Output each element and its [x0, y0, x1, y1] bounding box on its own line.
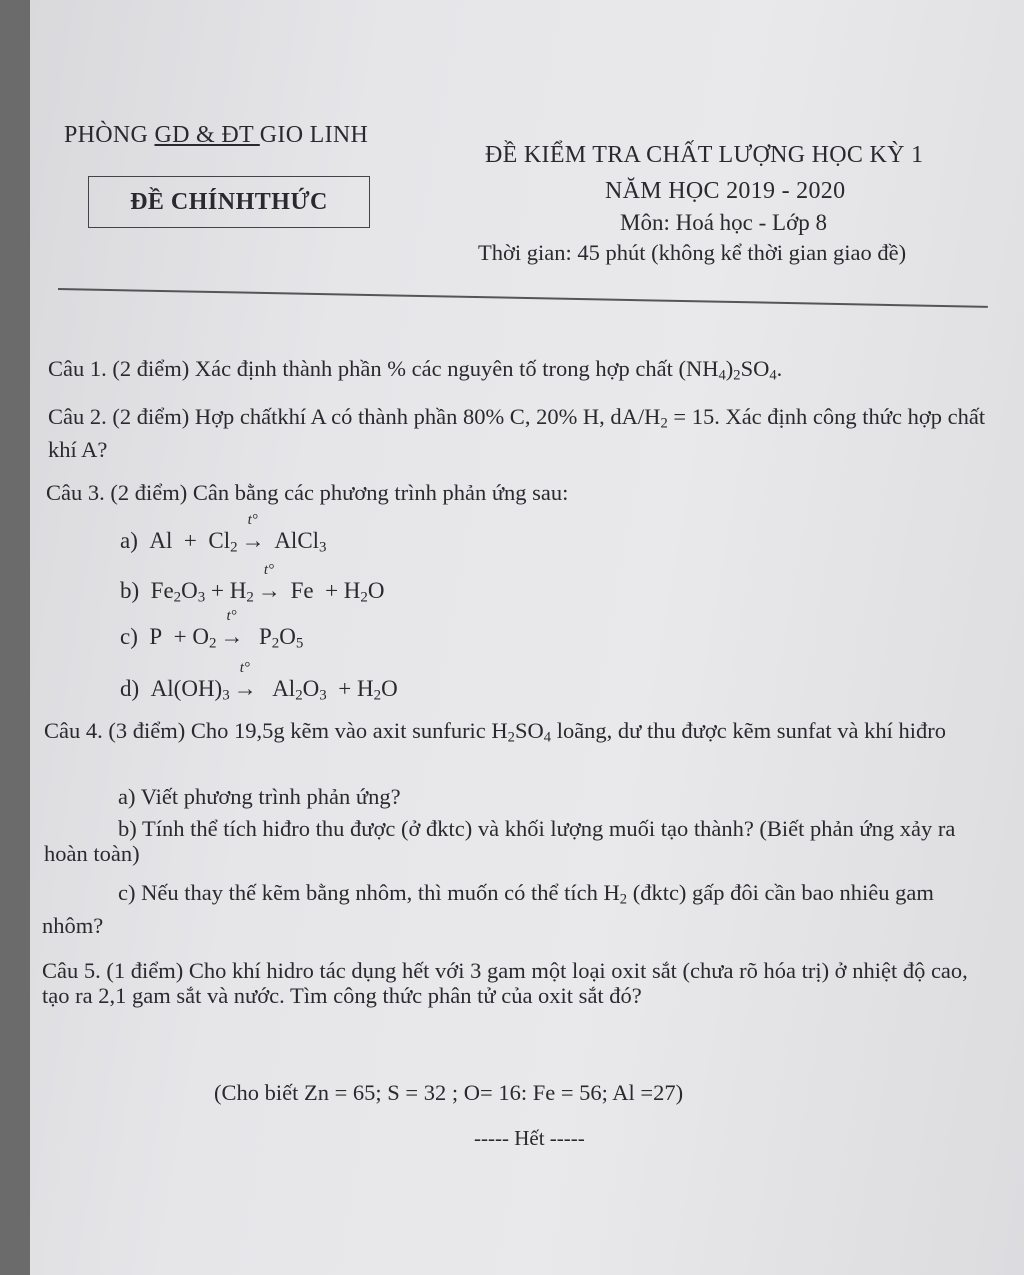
question-1: Câu 1. (2 điểm) Xác định thành phần % các nguyên tố trong hợp chất $(NH_4)_2SO_4$.	[48, 356, 783, 384]
school-year: NĂM HỌC 2019 - 2020	[605, 178, 846, 204]
official-label: ĐỀ CHÍNHTHỨC	[130, 188, 328, 215]
department-name: PHÒNG GD & ĐT GIO LINH	[64, 122, 369, 148]
header-divider	[58, 288, 988, 307]
reaction-arrow-icon: t° →	[233, 660, 257, 701]
question-2: Câu 2. (2 điểm) Hợp chấtkhí A có thành phần 80% C, 20% H, $dA/H_2 = 15$. Xác định công thức hợp chất khí A?	[48, 404, 986, 462]
department-underlined: GD & ĐT	[154, 122, 260, 148]
subject-line: Môn: Hoá học - Lớp 8	[620, 210, 827, 235]
reaction-arrow-icon: t° →	[220, 608, 244, 649]
question-4-intro: Câu 4. (3 điểm) Cho 19,5g kẽm vào axit sunfuric $H_2SO_4$ loãng, dư thu được kẽm sunfat và khí hiđro	[44, 718, 947, 746]
question-4a: a) Viết phương trình phản ứng?	[118, 784, 401, 809]
atomic-mass-note: (Cho biết Zn = 65; S = 32 ; O= 16: Fe = 56; Al =27)	[214, 1080, 684, 1105]
equation-a: a) $Al + Cl_2$ t° → AlCl$_3$	[120, 512, 327, 556]
exam-title: ĐỀ KIỂM TRA CHẤT LƯỢNG HỌC KỲ 1	[485, 142, 924, 168]
equation-b: b) $Fe_2O_3 + H_2$ t° → $Fe + H_2O$	[120, 562, 385, 606]
reaction-arrow-icon: t° →	[241, 512, 265, 553]
exam-sheet	[30, 0, 1024, 1275]
equation-d: d) $Al(OH)_3$ t° → $Al_2O_3 + H_2O$	[120, 660, 398, 704]
equation-c: c) $P + O_2$ t° → $P_2O_5$	[120, 608, 304, 652]
end-marker: ----- Hết -----	[474, 1126, 585, 1150]
question-4b: b) Tính thể tích hiđro thu được (ở đktc) và khối lượng muối tạo thành? (Biết phản ứng xảy ra hoàn toàn)	[44, 816, 956, 866]
question-5: Câu 5. (1 điểm) Cho khí hidro tác dụng hết với 3 gam một loại oxit sắt (chưa rõ hóa trị) ở nhiệt độ cao, tạo ra 2,1 gam sắt và nước. Tìm công thức phân tử của oxit sắt đó?	[42, 958, 968, 1008]
official-exam-box	[88, 176, 370, 228]
question-4c: c) Nếu thay thế kẽm bằng nhôm, thì muốn có thể tích $H_2$ (đktc) gấp đôi cần bao nhiêu gam nhôm?	[42, 880, 934, 938]
question-3: Câu 3. (2 điểm) Cân bằng các phương trình phản ứng sau:	[46, 480, 569, 505]
reaction-arrow-icon: t° →	[257, 562, 281, 603]
duration-line: Thời gian: 45 phút (không kể thời gian giao đề)	[478, 240, 907, 265]
